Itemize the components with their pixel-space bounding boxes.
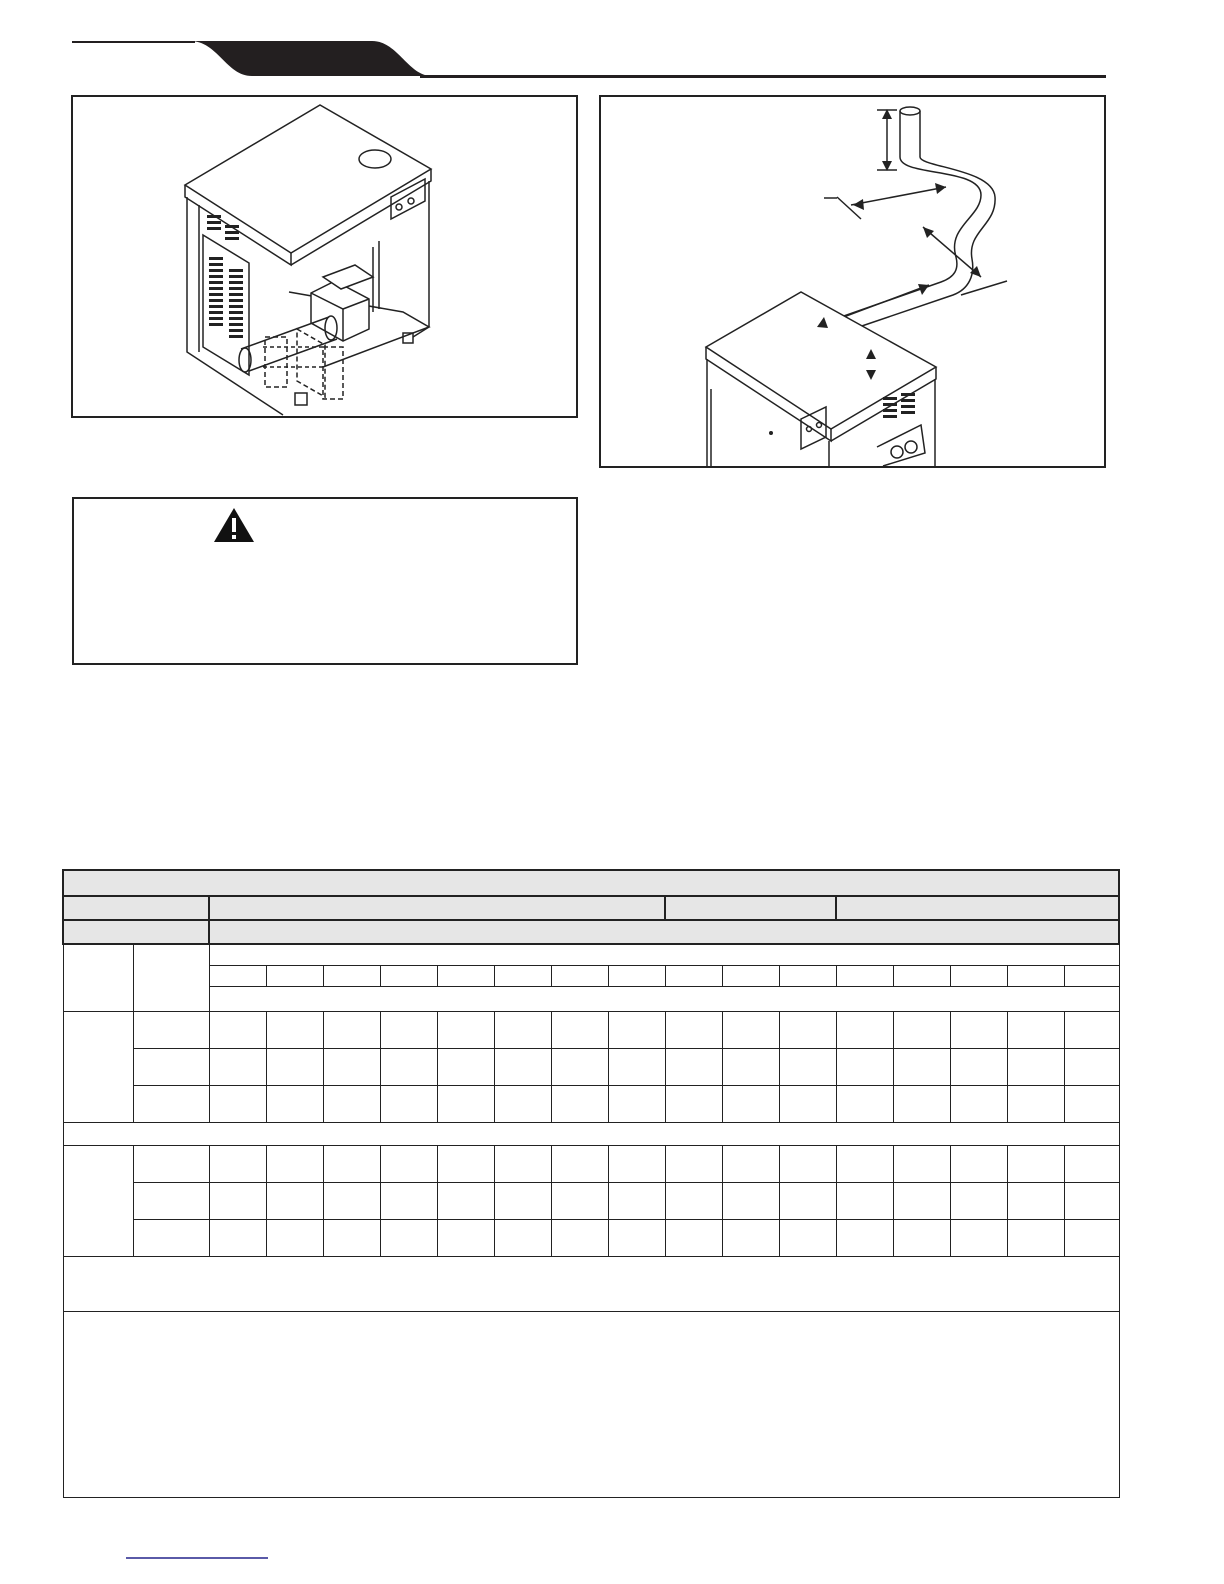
page-header-tab: [0, 0, 1224, 90]
table-title-row: [63, 870, 1119, 896]
table-footnote-row: [63, 1257, 1119, 1312]
table-column-header-row: [63, 944, 1119, 966]
table-header-row: [63, 896, 1119, 920]
table-row: [63, 1012, 1119, 1049]
warning-box: [72, 497, 578, 665]
table-row: [63, 1220, 1119, 1257]
table-row: [63, 1183, 1119, 1220]
heater-cutaway-icon: [73, 97, 576, 416]
warning-triangle-icon: [213, 507, 255, 543]
table-column-header-row: [63, 987, 1119, 1012]
table-row: [63, 1146, 1119, 1183]
heater-cutaway-figure: [71, 95, 578, 418]
footer-link-underline[interactable]: [126, 1557, 268, 1559]
vent-pipe-offset-icon: [601, 97, 1104, 466]
table-row: [63, 1086, 1119, 1123]
vent-sizing-table: [62, 869, 1120, 1498]
table-notes-row: [63, 1312, 1119, 1498]
table-subheader-row: [63, 920, 1119, 944]
table-column-header-row: [63, 966, 1119, 987]
vent-offset-figure: [599, 95, 1106, 468]
table-separator-row: [63, 1123, 1119, 1146]
table-row: [63, 1049, 1119, 1086]
